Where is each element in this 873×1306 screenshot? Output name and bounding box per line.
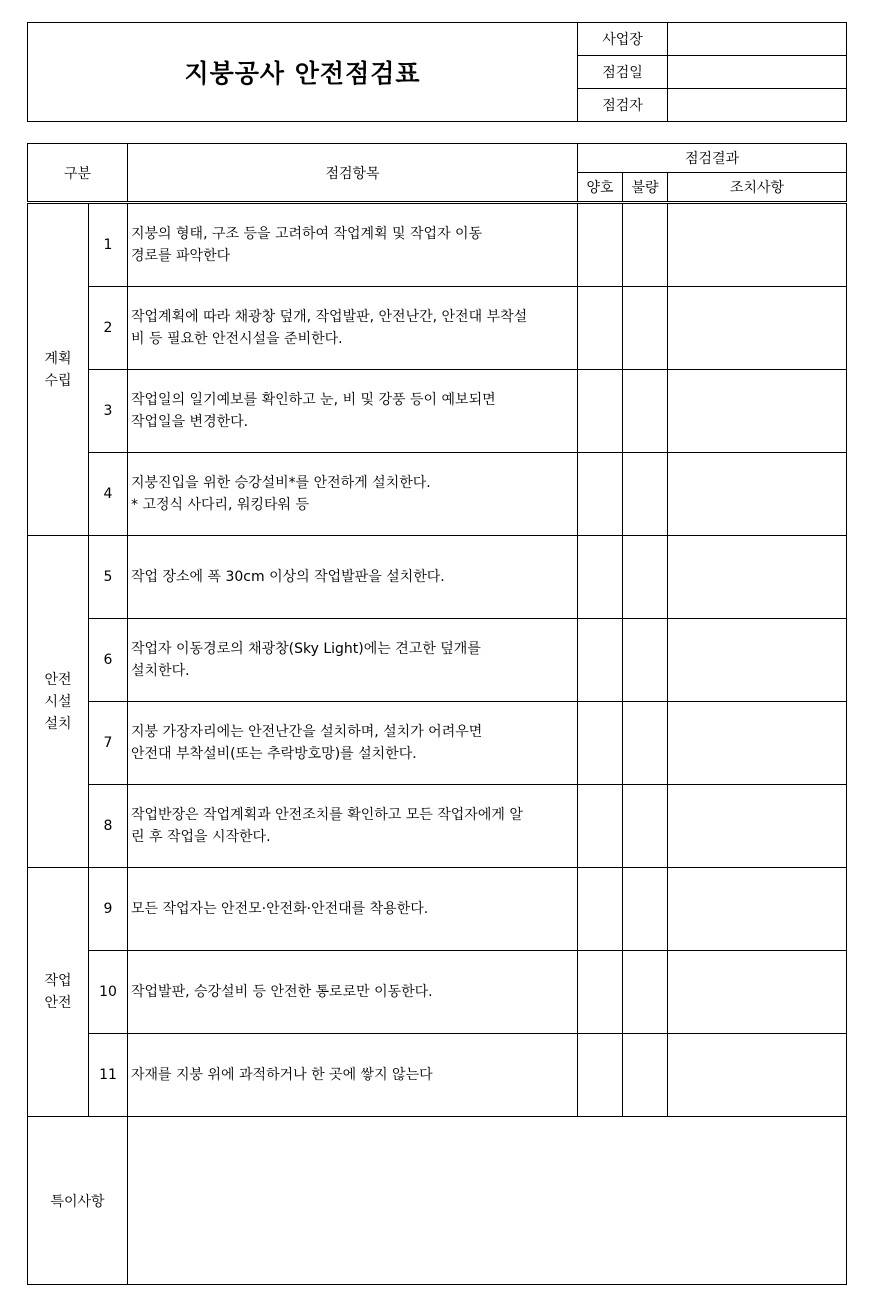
good-checkbox[interactable] [578, 536, 623, 619]
good-checkbox[interactable] [578, 702, 623, 785]
action-field[interactable] [668, 536, 847, 619]
checklist-table [27, 143, 847, 1285]
table-row [28, 370, 847, 453]
item-number: 5 [89, 536, 128, 619]
item-text: 작업자 이동경로의 채광창(Sky Light)에는 견고한 덮개를 설치한다. [128, 619, 578, 702]
bad-checkbox[interactable] [623, 785, 668, 868]
category-plan: 계획 수립 [28, 203, 89, 536]
good-checkbox[interactable] [578, 370, 623, 453]
item-text: 지붕진입을 위한 승강설비*를 안전하게 설치한다. * 고정식 사다리, 워킹타워 등 [128, 453, 578, 536]
action-field[interactable] [668, 453, 847, 536]
bad-checkbox[interactable] [623, 619, 668, 702]
good-checkbox[interactable] [578, 287, 623, 370]
bad-checkbox[interactable] [623, 702, 668, 785]
good-header: 양호 [578, 173, 623, 203]
table-row [28, 453, 847, 536]
good-checkbox[interactable] [578, 203, 623, 287]
action-field[interactable] [668, 1034, 847, 1117]
action-field[interactable] [668, 868, 847, 951]
item-number: 9 [89, 868, 128, 951]
item-number: 3 [89, 370, 128, 453]
site-label: 사업장 [578, 23, 668, 56]
table-row [28, 287, 847, 370]
bad-header: 불량 [623, 173, 668, 203]
bad-checkbox[interactable] [623, 868, 668, 951]
bad-checkbox[interactable] [623, 1034, 668, 1117]
table-row [28, 702, 847, 785]
category-work-safety: 작업 안전 [28, 868, 89, 1117]
bad-checkbox[interactable] [623, 951, 668, 1034]
item-text: 작업 장소에 폭 30cm 이상의 작업발판을 설치한다. [128, 536, 578, 619]
inspector-field[interactable] [668, 89, 847, 122]
item-number: 11 [89, 1034, 128, 1117]
item-number: 2 [89, 287, 128, 370]
bad-checkbox[interactable] [623, 287, 668, 370]
good-checkbox[interactable] [578, 868, 623, 951]
item-number: 7 [89, 702, 128, 785]
page-title: 지붕공사 안전점검표 [28, 23, 578, 122]
table-row [28, 536, 847, 619]
table-row [28, 785, 847, 868]
good-checkbox[interactable] [578, 619, 623, 702]
bad-checkbox[interactable] [623, 453, 668, 536]
table-row [28, 951, 847, 1034]
bad-checkbox[interactable] [623, 203, 668, 287]
item-text: 모든 작업자는 안전모·안전화·안전대를 착용한다. [128, 868, 578, 951]
action-field[interactable] [668, 785, 847, 868]
notes-row [28, 1117, 847, 1285]
action-field[interactable] [668, 203, 847, 287]
inspector-label: 점검자 [578, 89, 668, 122]
header-table [27, 22, 847, 122]
bad-checkbox[interactable] [623, 536, 668, 619]
item-number: 1 [89, 203, 128, 287]
action-field[interactable] [668, 951, 847, 1034]
good-checkbox[interactable] [578, 951, 623, 1034]
item-text: 작업반장은 작업계획과 안전조치를 확인하고 모든 작업자에게 알 린 후 작업을 시작한다. [128, 785, 578, 868]
item-number: 8 [89, 785, 128, 868]
date-label: 점검일 [578, 56, 668, 89]
notes-label: 특이사항 [28, 1117, 128, 1285]
item-text: 지붕 가장자리에는 안전난간을 설치하며, 설치가 어려우면 안전대 부착설비(또는 추락방호망)를 설치한다. [128, 702, 578, 785]
category-header: 구분 [28, 144, 128, 203]
action-field[interactable] [668, 702, 847, 785]
table-row [28, 868, 847, 951]
action-header: 조치사항 [668, 173, 847, 203]
item-number: 4 [89, 453, 128, 536]
category-facility: 안전 시설 설치 [28, 536, 89, 868]
item-text: 자재를 지붕 위에 과적하거나 한 곳에 쌓지 않는다 [128, 1034, 578, 1117]
item-header: 점검항목 [128, 144, 578, 203]
table-row [28, 203, 847, 287]
table-row [28, 1034, 847, 1117]
item-number: 6 [89, 619, 128, 702]
action-field[interactable] [668, 370, 847, 453]
good-checkbox[interactable] [578, 453, 623, 536]
item-text: 작업일의 일기예보를 확인하고 눈, 비 및 강풍 등이 예보되면 작업일을 변경한다. [128, 370, 578, 453]
table-row [28, 619, 847, 702]
action-field[interactable] [668, 287, 847, 370]
bad-checkbox[interactable] [623, 370, 668, 453]
site-field[interactable] [668, 23, 847, 56]
date-field[interactable] [668, 56, 847, 89]
good-checkbox[interactable] [578, 1034, 623, 1117]
item-number: 10 [89, 951, 128, 1034]
good-checkbox[interactable] [578, 785, 623, 868]
notes-field[interactable] [128, 1117, 847, 1285]
item-text: 작업계획에 따라 채광창 덮개, 작업발판, 안전난간, 안전대 부착설 비 등 필요한 안전시설을 준비한다. [128, 287, 578, 370]
item-text: 지붕의 형태, 구조 등을 고려하여 작업계획 및 작업자 이동 경로를 파악한다 [128, 203, 578, 287]
result-header: 점검결과 [578, 144, 847, 173]
action-field[interactable] [668, 619, 847, 702]
item-text: 작업발판, 승강설비 등 안전한 통로로만 이동한다. [128, 951, 578, 1034]
